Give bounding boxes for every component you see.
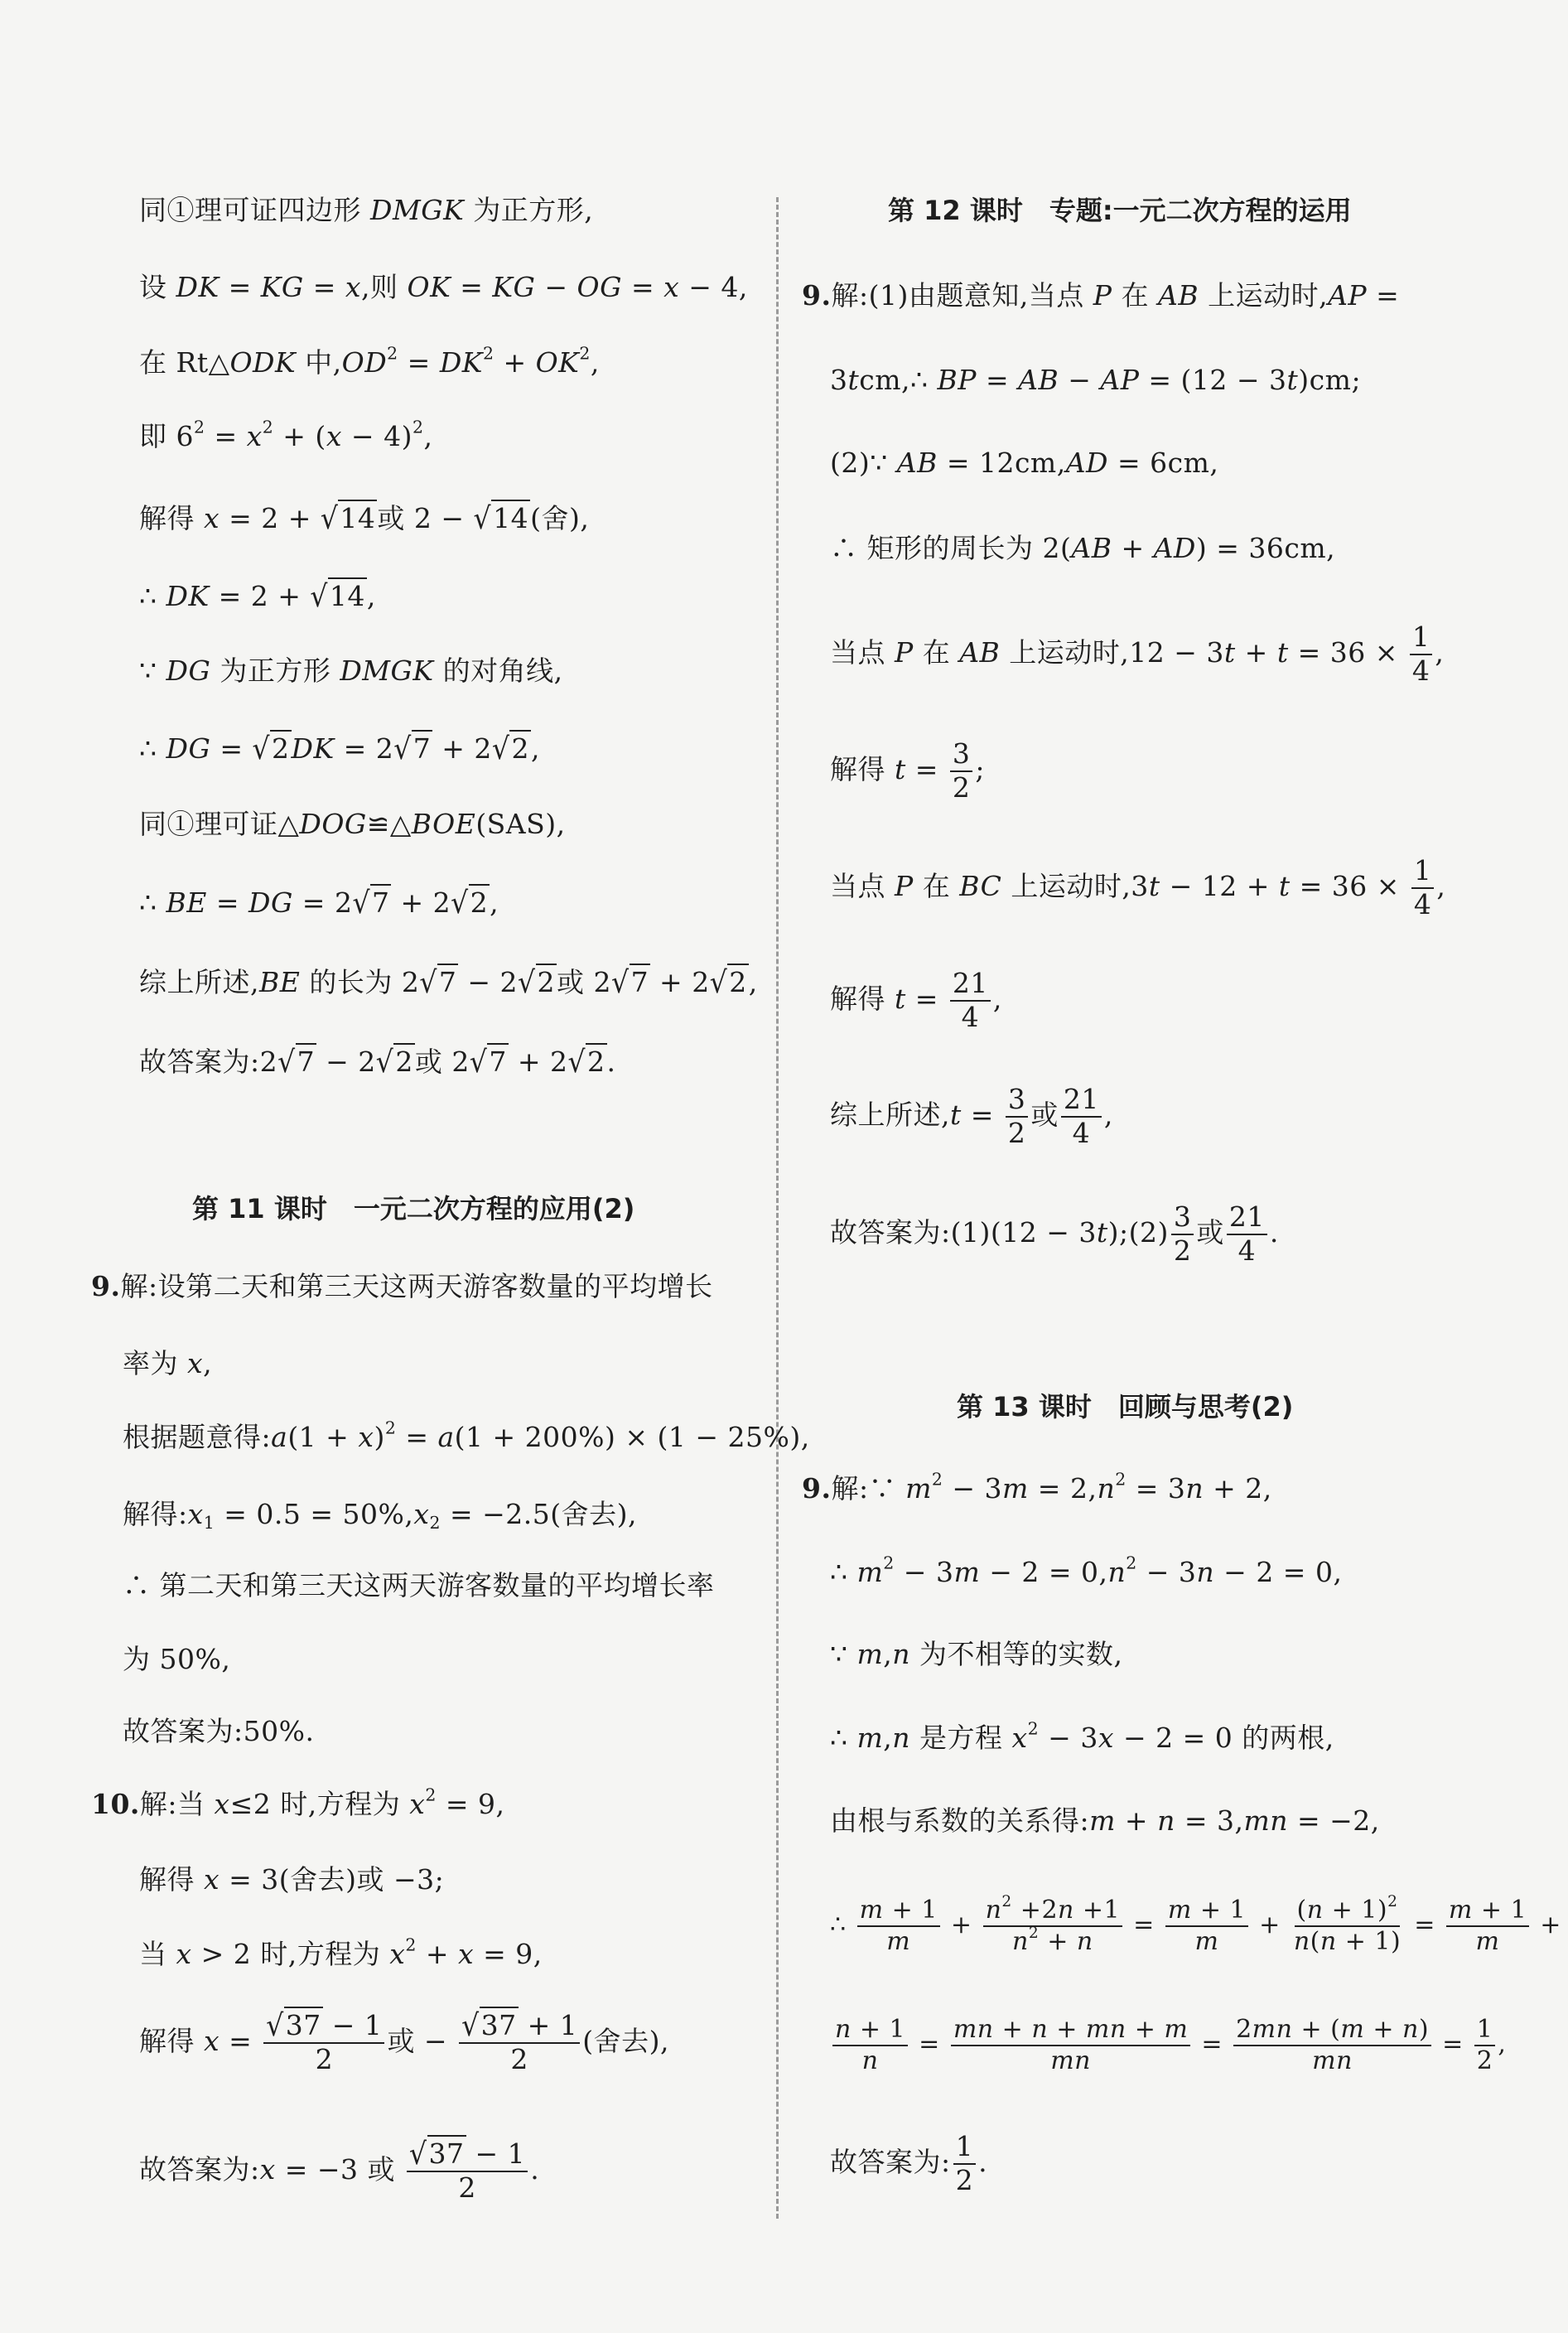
text-line: ∴ 矩形的周长为 2(AB + AD) = 36cm, <box>830 532 1336 564</box>
text-line: 即 $6^2 = x^2 + (x - 4)^2$, <box>139 417 433 452</box>
question-10-line: 10.解:当 x≤2 时,方程为 $x^2 = 9$, <box>91 1785 505 1820</box>
question-9-line: 9.解:设第二天和第三天这两天游客数量的平均增长 <box>91 1270 713 1302</box>
text-line: 故答案为:50%. <box>123 1715 315 1747</box>
text-line: (2)∵ AB = 12cm,AD = 6cm, <box>830 447 1219 479</box>
text-line: ∵ m,n 为不相等的实数, <box>830 1638 1123 1670</box>
text-line: ∴ $\frac{m + 1}{m}$ + $\frac{n^2 +2n +1}{n^2 + n}$ = $\frac{m + 1}{m}$ + $\frac{(n + 1)^2}{n(n + 1)}$ = $\frac{m + 1}{m}$ + <box>830 1893 1561 1956</box>
text-line: 综上所述,t = $\frac{3}{2}$ 或 $\frac{21}{4}$ , <box>830 1083 1113 1149</box>
column-divider <box>776 197 779 2219</box>
text-line: 解得 x = $\frac{√37 - 1}{2}$ 或 − $\frac{√37 + 1}{2}$ (舍去), <box>139 2007 669 2075</box>
text-line: 在 Rt△ODK 中$,OD^2 = DK^2 + OK^2$, <box>139 343 600 379</box>
text-line: ∴ $m^2 - 3m - 2 = 0,n^2 - 3n - 2 = 0$, <box>830 1553 1343 1588</box>
text-line: 解得 t = $\frac{21}{4}$ , <box>830 967 1002 1033</box>
text-line: ∴ 第二天和第三天这两天游客数量的平均增长率 <box>123 1569 715 1601</box>
text-line: 当点 P 在 BC 上运动时,3t − 12 + t = 36 × $\frac{1}{4}$ , <box>830 854 1446 920</box>
text-line: 由根与系数的关系得:m + n = 3,mn = −2, <box>830 1804 1380 1837</box>
text-line: ∵ DG 为正方形 DMGK 的对角线, <box>139 654 563 687</box>
question-9-line: 9.解:∵ $m^2 - 3m = 2,n^2 = 3n + 2$, <box>802 1469 1272 1505</box>
text-line: 解得 x = 2 + √14或 2 − √14(舍), <box>139 500 590 536</box>
text-line: ∴ DK = 2 + √14, <box>139 578 376 614</box>
text-line: 解得 x = 3(舍去)或 −3; <box>139 1863 445 1896</box>
text-line: 设 DK = KG = x,则 OK = KG − OG = x − 4, <box>139 271 748 303</box>
question-9-line: 9.解:(1)由题意知,当点 P 在 AB 上运动时,AP = <box>802 279 1400 312</box>
text-line: 同①理可证△DOG≌△BOE(SAS), <box>139 808 566 840</box>
text-line: 当 x > 2 时,方程为 $x^2 + x = 9$, <box>139 1935 543 1970</box>
text-line: 解得 t = $\frac{3}{2}$ ; <box>830 737 986 804</box>
section-title: 第 12 课时 专题:一元二次方程的运用 <box>888 195 1352 226</box>
text-line: 当点 P 在 AB 上运动时,12 − 3t + t = 36 × $\frac{1}{4}$ , <box>830 621 1445 687</box>
text-line: 故答案为: $\frac{1}{2}$ . <box>830 2130 988 2196</box>
text-line: ∴ m,n 是方程 $x^2 - 3x - 2 = 0$ 的两根, <box>830 1718 1334 1754</box>
text-line: 同①理可证四边形 DMGK 为正方形, <box>139 194 594 226</box>
text-line: 故答案为:2√7 − 2√2或 2√7 + 2√2. <box>139 1044 616 1080</box>
text-line: 率为 x, <box>123 1347 213 1379</box>
section-title: 第 11 课时 一元二次方程的应用(2) <box>192 1193 635 1224</box>
text-line: 故答案为:(1)(12 − 3t);(2) $\frac{3}{2}$ 或 $\frac{21}{4}$ . <box>830 1200 1279 1267</box>
text-line: ∴ DG = √2DK = 2√7 + 2√2, <box>139 731 540 766</box>
text-line: 3tcm,∴ BP = AB − AP = (12 − 3t)cm; <box>830 364 1362 396</box>
text-line: 根据题意得:a(1 + x)$^2$ = a(1 + 200%) × (1 − 25%), <box>123 1418 810 1453</box>
text-line: 综上所述,BE 的长为 2√7 − 2√2或 2√7 + 2√2, <box>139 964 758 1000</box>
section-title: 第 13 课时 回顾与思考(2) <box>957 1391 1294 1423</box>
text-line: ∴ BE = DG = 2√7 + 2√2, <box>139 885 499 920</box>
text-line: 故答案为:x = −3 或 $\frac{√37 - 1}{2}$ . <box>139 2135 540 2204</box>
text-line: 为 50%, <box>123 1643 231 1675</box>
text-line: $\frac{n + 1}{n}$ = $\frac{mn + n + mn + m}{mn}$ = $\frac{2mn + (m + n)}{mn}$ = $\frac{1}{2}$ , <box>830 2017 1506 2074</box>
text-line: 解得$:x_1 = 0.5 = 50\%,x_2 = -2.5$(舍去), <box>123 1498 637 1534</box>
